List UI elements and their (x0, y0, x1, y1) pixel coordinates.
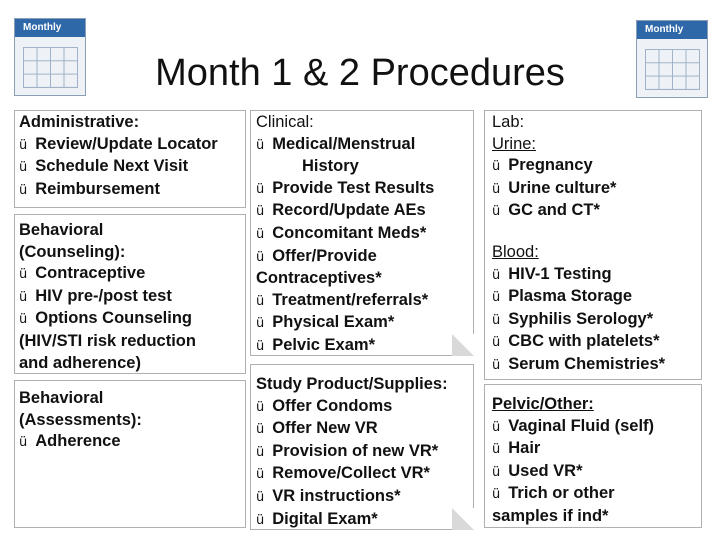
list-item: ü Serum Chemistries* (492, 354, 666, 373)
list-item: ü Medical/Menstrual (256, 134, 416, 153)
list-item: ü HIV pre-/post test (19, 286, 172, 305)
check-icon: ü (492, 181, 501, 197)
list-item: ü Reimbursement (19, 179, 160, 198)
list-item: ü Provision of new VR* (256, 441, 439, 460)
check-icon: ü (492, 159, 501, 175)
check-icon: ü (492, 267, 501, 283)
check-icon: ü (256, 316, 265, 332)
list-item: ü Adherence (19, 432, 121, 451)
pelvic-other-section (492, 394, 654, 528)
list-item: ü Offer New VR (256, 419, 378, 438)
list-item-continuation: Contraceptives* (256, 269, 382, 288)
check-icon: ü (492, 487, 501, 503)
list-item: ü Concomitant Meds* (256, 223, 427, 242)
check-icon: ü (492, 335, 501, 351)
check-icon: ü (492, 442, 501, 458)
subsection-heading: Blood: (492, 243, 539, 261)
section-heading: Lab: (492, 113, 525, 131)
check-icon: ü (19, 137, 28, 153)
section-heading: Behavioral (19, 389, 104, 407)
list-item: ü Pelvic Exam* (256, 335, 375, 354)
list-item: ü Pregnancy (492, 156, 593, 175)
section-heading: Pelvic/Other: (492, 395, 594, 413)
list-item: ü Physical Exam* (256, 313, 395, 332)
lab-blood-section (492, 242, 665, 377)
subsection-heading: Urine: (492, 134, 537, 153)
list-item: ü Contraceptive (19, 264, 146, 283)
check-icon: ü (256, 399, 265, 415)
check-icon: ü (19, 160, 28, 176)
section-heading: Behavioral (19, 221, 104, 239)
check-icon: ü (19, 267, 28, 283)
check-icon: ü (492, 357, 501, 373)
list-item: ü Plasma Storage (492, 287, 633, 306)
check-icon: ü (19, 182, 28, 198)
check-icon: ü (256, 137, 265, 153)
list-item: ü Treatment/referrals* (256, 290, 429, 309)
list-item: ü Remove/Collect VR* (256, 464, 430, 483)
list-item: ü Urine culture* (492, 178, 617, 197)
list-item-continuation: (HIV/STI risk reduction (19, 331, 196, 350)
list-item: ü VR instructions* (256, 486, 401, 505)
list-item-continuation: samples if ind* (492, 506, 609, 525)
check-icon: ü (256, 226, 265, 242)
list-item-continuation: and adherence) (19, 353, 141, 372)
list-item: ü Offer Condoms (256, 396, 393, 415)
list-item: ü Syphilis Serology* (492, 309, 654, 328)
list-item: ü Offer/Provide (256, 246, 377, 265)
list-item: ü Schedule Next Visit (19, 157, 189, 176)
section-heading: (Assessments): (19, 410, 142, 429)
list-item: ü Used VR* (492, 461, 583, 480)
check-icon: ü (19, 435, 28, 451)
check-icon: ü (256, 338, 265, 354)
list-item: ü GC and CT* (492, 201, 600, 220)
administrative-section (19, 112, 218, 201)
list-item-continuation: History (302, 157, 359, 176)
check-icon: ü (492, 464, 501, 480)
list-item: ü Digital Exam* (256, 509, 378, 528)
calendar-header: Monthly (637, 21, 707, 39)
check-icon: ü (492, 204, 501, 220)
calendar-header: Monthly (15, 19, 85, 37)
check-icon: ü (492, 419, 501, 435)
check-icon: ü (256, 204, 265, 220)
section-heading: Clinical: (256, 113, 314, 131)
check-icon: ü (492, 312, 501, 328)
check-icon: ü (256, 467, 265, 483)
check-icon: ü (256, 489, 265, 505)
check-icon: ü (256, 512, 265, 528)
check-icon: ü (256, 293, 265, 309)
list-item: ü Vaginal Fluid (self) (492, 416, 655, 435)
check-icon: ü (256, 249, 265, 265)
check-icon: ü (19, 312, 28, 328)
check-icon: ü (256, 444, 265, 460)
check-icon: ü (19, 289, 28, 305)
list-item: ü Review/Update Locator (19, 134, 218, 153)
list-item: ü Options Counseling (19, 309, 192, 328)
check-icon: ü (256, 422, 265, 438)
list-item: ü Hair (492, 439, 541, 458)
lab-section (492, 112, 616, 223)
section-heading: Administrative: (19, 113, 140, 131)
list-item: ü Record/Update AEs (256, 201, 426, 220)
behavioral-counseling-section (19, 220, 196, 374)
clinical-section (256, 112, 434, 358)
behavioral-assessments-section (19, 388, 142, 454)
list-item: ü Provide Test Results (256, 178, 435, 197)
list-item: ü CBC with platelets* (492, 332, 660, 351)
list-item: ü Trich or other (492, 484, 615, 503)
study-product-section (256, 374, 448, 531)
check-icon: ü (256, 181, 265, 197)
page-title: Month 1 & 2 Procedures (155, 52, 565, 94)
section-heading: (Counseling): (19, 242, 126, 261)
section-heading: Study Product/Supplies: (256, 375, 448, 393)
check-icon: ü (492, 290, 501, 306)
list-item: ü HIV-1 Testing (492, 264, 612, 283)
